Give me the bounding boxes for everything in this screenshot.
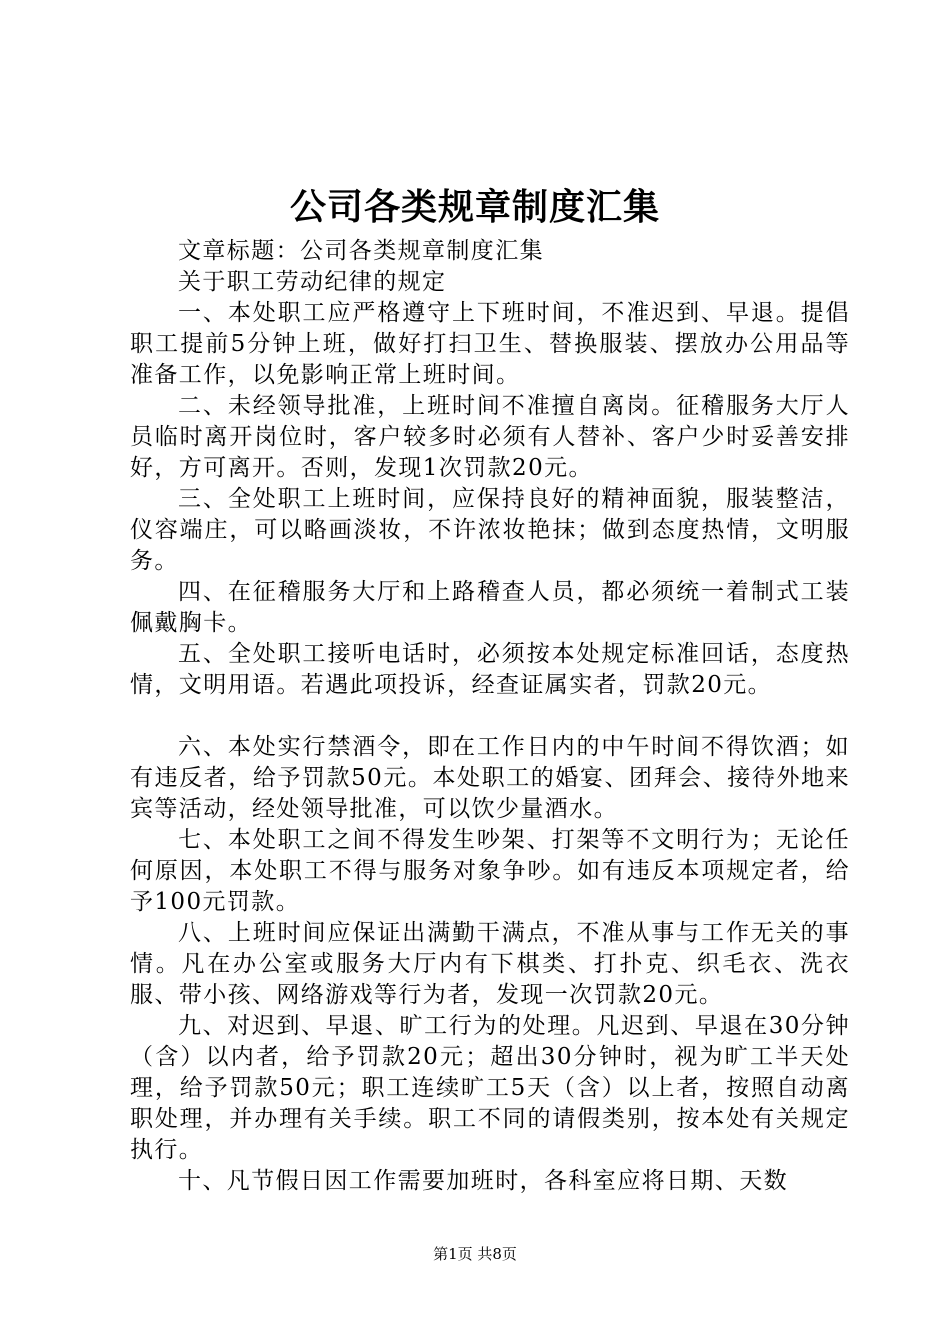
section-heading: 关于职工劳动纪律的规定 — [178, 269, 447, 295]
rule-paragraph-6: 六、本处实行禁酒令，即在工作日内的中午时间不得饮酒；如有违反者，给予罚款50元。本处职工的婚宴、团拜会、接待外地来宾等活动，经处领导批准，可以饮少量酒水。 — [130, 734, 850, 822]
rule-paragraph-4: 四、在征稽服务大厅和上路稽查人员，都必须统一着制式工装佩戴胸卡。 — [130, 579, 850, 636]
document-title: 公司各类规章制度汇集 — [289, 186, 660, 228]
rule-paragraph-7: 七、本处职工之间不得发生吵架、打架等不文明行为；无论任何原因，本处职工不得与服务对象争吵。如有违反本项规定者，给予100元罚款。 — [130, 827, 850, 915]
page-number-footer: 第1页 共8页 — [433, 1245, 517, 1263]
rule-paragraph-5: 五、全处职工接听电话时，必须按本处规定标准回话，态度热情，文明用语。若遇此项投诉，经查证属实者，罚款20元。 — [130, 641, 850, 698]
rule-paragraph-10: 十、凡节假日因工作需要加班时，各科室应将日期、天数 — [178, 1168, 788, 1194]
rule-paragraph-9: 九、对迟到、早退、旷工行为的处理。凡迟到、早退在30分钟（含）以内者，给予罚款20元；超出30分钟时，视为旷工半天处理，给予罚款50元；职工连续旷工5天（含）以上者，按照自动离职处理，并办理有关手续。职工不同的请假类别，按本处有关规定执行。 — [130, 1013, 850, 1163]
document-body — [130, 236, 850, 1197]
rule-paragraph-2: 二、未经领导批准，上班时间不准擅自离岗。征稽服务大厅人员临时离开岗位时，客户较多时必须有人替补、客户少时妥善安排好，方可离开。否则，发现1次罚款20元。 — [130, 393, 850, 481]
article-title-line: 文章标题：公司各类规章制度汇集 — [178, 238, 544, 264]
rule-paragraph-8: 八、上班时间应保证出满勤干满点，不准从事与工作无关的事情。凡在办公室或服务大厅内有下棋类、打扑克、织毛衣、洗衣服、带小孩、网络游戏等行为者，发现一次罚款20元。 — [130, 920, 850, 1008]
rule-paragraph-1: 一、本处职工应严格遵守上下班时间，不准迟到、早退。提倡职工提前5分钟上班，做好打扫卫生、替换服装、摆放办公用品等准备工作，以免影响正常上班时间。 — [130, 300, 850, 388]
rule-paragraph-3: 三、全处职工上班时间，应保持良好的精神面貌，服装整洁，仪容端庄，可以略画淡妆，不许浓妆艳抹；做到态度热情，文明服务。 — [130, 486, 850, 574]
